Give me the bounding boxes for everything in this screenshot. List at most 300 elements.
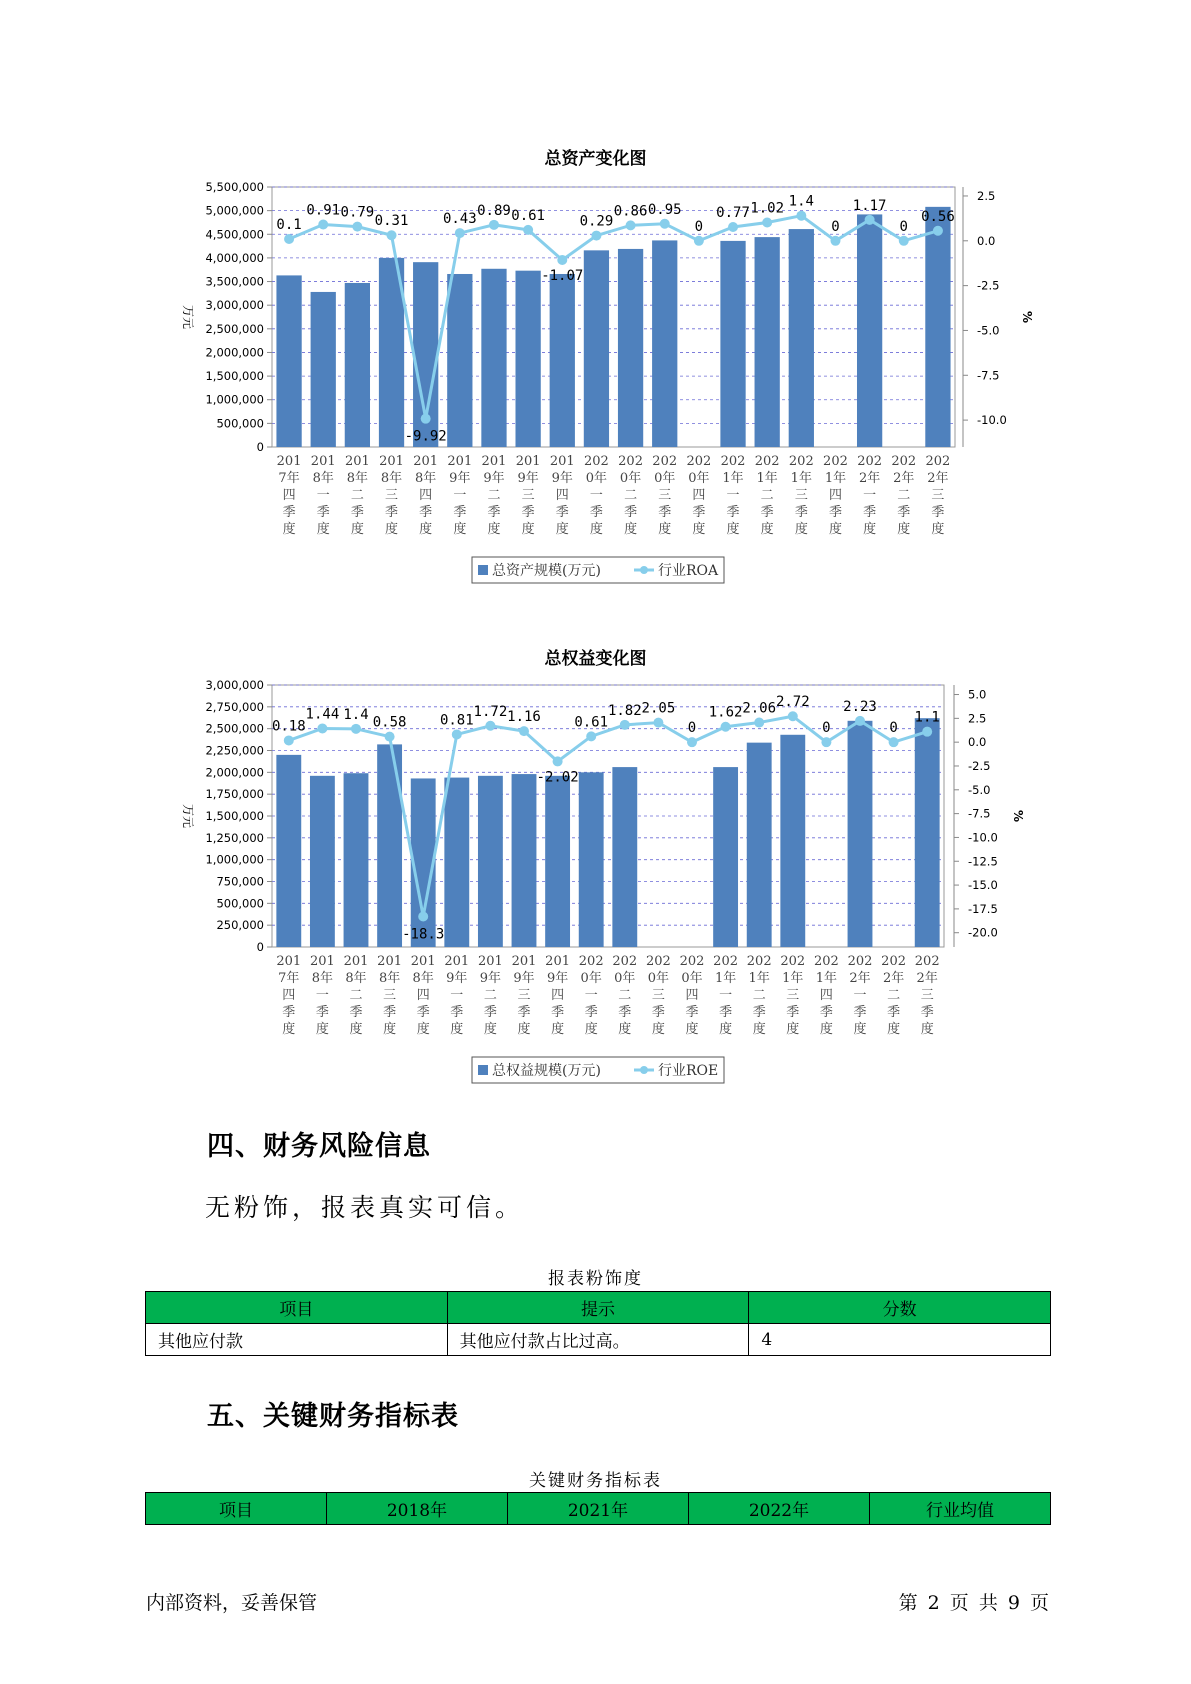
line-point	[318, 219, 328, 229]
legend-line-label: 行业ROA	[658, 563, 719, 579]
x-tick-label	[747, 954, 772, 1037]
y2-tick-label: -2.5	[977, 278, 1000, 293]
x-tick-line: 1年	[782, 971, 804, 986]
y-tick-label: 2,500,000	[205, 721, 264, 736]
x-tick-line: 度	[618, 1022, 632, 1037]
y2-tick-label: 5.0	[968, 687, 987, 702]
x-tick-line: 1年	[722, 471, 744, 486]
data-label: 0.18	[271, 718, 306, 735]
data-label: 1.4	[788, 193, 814, 210]
x-tick-line: 季	[589, 505, 603, 520]
data-label: -1.07	[541, 267, 584, 284]
data-label: 0.81	[439, 712, 474, 729]
x-tick-line: 202	[713, 954, 739, 969]
x-tick-line: 0年	[654, 471, 676, 486]
y-tick-label: 2,000,000	[205, 765, 264, 780]
y-tick-label: 2,000,000	[205, 345, 264, 360]
y2-tick-label: -10.0	[968, 830, 998, 845]
chart-title: 总权益变化图	[544, 649, 647, 669]
x-tick-line: 一	[316, 488, 330, 503]
x-tick-line: 8年	[346, 471, 369, 486]
x-tick-line: 三	[517, 988, 531, 1003]
x-tick-line: 2年	[849, 971, 871, 986]
y2-tick-label: 2.5	[977, 188, 996, 203]
line-point	[762, 218, 772, 228]
x-tick-line: 度	[555, 522, 569, 537]
table-header-cell: 提示	[447, 1292, 749, 1324]
bar	[512, 774, 537, 947]
data-label: 0.56	[921, 208, 955, 225]
table-cell: 其他应付款占比过高。	[447, 1324, 749, 1356]
bar	[747, 743, 772, 947]
table-cell: 其他应付款	[146, 1324, 448, 1356]
x-tick-label	[377, 954, 402, 1037]
line-point	[455, 228, 465, 238]
x-tick-line: 1年	[756, 471, 778, 486]
table-caption: 关键财务指标表	[529, 1471, 662, 1491]
x-tick-line: 一	[584, 988, 598, 1003]
x-tick-line: 8年	[311, 971, 334, 986]
data-label: 1.16	[507, 709, 541, 726]
x-tick-line: 9年	[513, 971, 535, 986]
x-tick-line: 度	[760, 522, 774, 537]
x-tick-line: 三	[521, 488, 535, 503]
x-tick-line: 202	[891, 454, 917, 469]
x-tick-line: 二	[887, 988, 901, 1003]
line-point	[284, 234, 294, 244]
table-cell: 4	[749, 1324, 1051, 1356]
line-point	[694, 236, 704, 246]
y-tick-label: 500,000	[216, 416, 264, 431]
x-tick-line: 二	[487, 488, 501, 503]
x-tick-line: 1年	[790, 471, 812, 486]
y-axis-unit: 万元	[181, 803, 195, 829]
x-tick-label	[618, 454, 643, 537]
table-row	[146, 1324, 1051, 1356]
x-tick-label	[545, 954, 570, 1037]
x-tick-line: 度	[589, 522, 603, 537]
x-tick-label	[780, 954, 805, 1037]
line-point	[754, 718, 764, 728]
table-header-cell: 项目	[146, 1292, 448, 1324]
x-tick-line: 三	[651, 988, 665, 1003]
x-tick-line: 季	[487, 505, 501, 520]
y2-tick-label: -12.5	[968, 854, 998, 869]
x-tick-label	[345, 454, 370, 537]
data-label: -9.92	[404, 428, 447, 445]
x-tick-line: 7年	[278, 971, 300, 986]
bar	[276, 755, 301, 947]
x-tick-line: 三	[383, 988, 397, 1003]
y-tick-label: 2,750,000	[205, 699, 264, 714]
x-tick-line: 度	[651, 1022, 665, 1037]
y-tick-label: 2,250,000	[205, 743, 264, 758]
line-point	[586, 731, 596, 741]
x-tick-line: 一	[589, 488, 603, 503]
x-tick-line: 季	[752, 1005, 766, 1020]
total-assets-chart	[0, 175, 1191, 615]
x-tick-line: 季	[828, 505, 842, 520]
x-tick-label	[891, 454, 916, 537]
x-tick-line: 季	[920, 1005, 934, 1020]
line-point	[519, 726, 529, 736]
y2-tick-label: -15.0	[968, 878, 998, 893]
x-tick-line: 季	[819, 1005, 833, 1020]
x-tick-label	[848, 954, 873, 1037]
data-label: 0.86	[613, 203, 648, 220]
x-tick-line: 201	[410, 954, 436, 969]
x-tick-line: 二	[350, 488, 364, 503]
x-tick-line: 8年	[415, 471, 437, 486]
x-tick-line: 二	[752, 988, 766, 1003]
x-tick-line: 季	[349, 1005, 363, 1020]
total-equity-chart	[0, 675, 1191, 1115]
x-tick-line: 度	[819, 1022, 833, 1037]
y2-tick-label: -7.5	[968, 806, 991, 821]
line-point	[855, 716, 865, 726]
table-header-row	[146, 1493, 1051, 1525]
x-tick-line: 四	[416, 988, 430, 1003]
y2-tick-label: 0.0	[968, 735, 987, 750]
x-tick-line: 季	[282, 505, 296, 520]
x-tick-label	[478, 954, 503, 1037]
x-tick-line: 一	[853, 988, 867, 1003]
x-tick-line: 201	[310, 454, 336, 469]
line-point	[553, 756, 563, 766]
x-tick-line: 1年	[748, 971, 770, 986]
x-tick-line: 202	[618, 454, 643, 469]
line-point	[489, 220, 499, 230]
x-tick-label	[444, 954, 469, 1037]
data-label: 0.29	[579, 213, 614, 230]
bar	[478, 776, 503, 947]
bar	[310, 776, 335, 947]
x-tick-line: 202	[720, 454, 746, 469]
x-tick-line: 度	[483, 1022, 497, 1037]
x-tick-line: 2年	[893, 471, 915, 486]
x-tick-line: 9年	[517, 471, 539, 486]
x-tick-line: 度	[897, 522, 911, 537]
x-tick-line: 2年	[858, 471, 881, 486]
data-label: 0.95	[647, 201, 682, 218]
x-tick-line: 2年	[882, 971, 905, 986]
data-label: 1.44	[305, 706, 340, 723]
x-tick-label	[413, 454, 438, 537]
x-tick-line: 三	[385, 488, 399, 503]
data-label: 0	[687, 720, 697, 737]
y2-tick-label: -10.0	[977, 413, 1007, 428]
data-label: 0	[694, 218, 704, 235]
x-tick-line: 季	[385, 505, 399, 520]
table-header-cell: 2022年	[689, 1493, 870, 1525]
bar	[444, 778, 469, 947]
x-tick-line: 2年	[916, 971, 938, 986]
legend-bar-swatch	[478, 1065, 488, 1075]
x-tick-line: 201	[481, 454, 507, 469]
x-tick-line: 度	[658, 522, 672, 537]
y2-tick-label: 0.0	[977, 233, 996, 248]
x-tick-line: 季	[931, 505, 945, 520]
x-tick-line: 7年	[278, 471, 300, 486]
x-tick-line: 度	[752, 1022, 766, 1037]
data-label: 0.58	[372, 714, 407, 731]
y2-tick-label: 2.5	[968, 711, 987, 726]
bar	[481, 269, 506, 447]
x-tick-line: 202	[823, 454, 848, 469]
section-body-text: 无粉饰，报表真实可信。	[205, 1193, 525, 1222]
x-tick-line: 三	[658, 488, 672, 503]
y-tick-label: 500,000	[216, 896, 264, 911]
x-tick-line: 1年	[815, 971, 838, 986]
line-point	[721, 722, 731, 732]
y-tick-label: 4,500,000	[205, 227, 264, 242]
line-point	[687, 737, 697, 747]
x-tick-line: 四	[828, 488, 842, 503]
x-tick-line: 1年	[714, 971, 737, 986]
y-tick-label: 0	[256, 440, 264, 454]
x-tick-line: 三	[920, 988, 934, 1003]
x-tick-line: 8年	[380, 471, 403, 486]
y2-tick-label: -17.5	[968, 901, 998, 916]
x-tick-line: 201	[413, 454, 439, 469]
x-tick-line: 0年	[614, 971, 636, 986]
x-tick-line: 三	[931, 488, 945, 503]
line-point	[626, 220, 636, 230]
x-tick-line: 度	[794, 522, 808, 537]
y-tick-label: 1,250,000	[205, 830, 264, 845]
x-tick-line: 201	[377, 954, 403, 969]
y-tick-label: 1,000,000	[205, 852, 264, 867]
x-tick-label	[276, 954, 301, 1037]
x-tick-label	[584, 454, 609, 537]
x-tick-line: 度	[416, 1022, 430, 1037]
x-tick-line: 202	[612, 954, 638, 969]
data-label: 0.77	[716, 204, 750, 221]
x-tick-line: 202	[754, 454, 780, 469]
x-tick-line: 季	[316, 505, 330, 520]
x-tick-line: 201	[477, 954, 503, 969]
y-tick-label: 750,000	[216, 874, 264, 889]
table-header-cell: 项目	[146, 1493, 327, 1525]
x-tick-line: 度	[726, 522, 740, 537]
line-point	[865, 215, 875, 225]
x-tick-label	[713, 954, 738, 1037]
bar	[618, 249, 643, 447]
bar	[780, 735, 805, 947]
bar	[377, 744, 402, 947]
line-point	[485, 721, 495, 731]
data-label: 2.06	[742, 700, 777, 717]
x-tick-label	[789, 454, 814, 537]
x-tick-line: 0年	[580, 971, 602, 986]
data-label: 0	[889, 720, 898, 737]
data-label: -18.3	[402, 926, 445, 943]
x-tick-line: 一	[863, 488, 877, 503]
x-tick-line: 度	[685, 1022, 699, 1037]
line-point	[421, 414, 431, 424]
x-tick-line: 201	[444, 954, 470, 969]
x-tick-line: 201	[545, 954, 571, 969]
x-tick-line: 9年	[449, 471, 471, 486]
x-tick-line: 四	[419, 488, 433, 503]
x-tick-line: 度	[450, 1022, 464, 1037]
legend	[472, 1057, 724, 1083]
y2-tick-label: -20.0	[968, 925, 998, 940]
x-tick-line: 度	[385, 522, 399, 537]
x-tick-line: 9年	[479, 971, 502, 986]
x-tick-label	[311, 454, 336, 537]
x-tick-line: 202	[652, 454, 678, 469]
line-point	[351, 724, 361, 734]
bar	[345, 283, 370, 447]
x-tick-line: 二	[349, 988, 363, 1003]
x-tick-line: 季	[658, 505, 672, 520]
y-tick-label: 5,500,000	[205, 180, 264, 194]
x-tick-label	[579, 954, 604, 1037]
x-tick-label	[680, 954, 705, 1037]
y-tick-label: 2,500,000	[205, 321, 264, 336]
data-label: 1.72	[473, 703, 508, 720]
x-tick-label	[379, 454, 404, 537]
y-tick-label: 1,000,000	[205, 392, 264, 407]
x-tick-line: 度	[517, 1022, 531, 1037]
legend-bar-label: 总权益规模(万元)	[492, 1063, 601, 1079]
x-tick-line: 8年	[378, 971, 401, 986]
bar	[515, 271, 540, 447]
x-tick-line: 季	[584, 1005, 598, 1020]
x-tick-line: 季	[726, 505, 740, 520]
x-tick-line: 202	[881, 954, 907, 969]
x-tick-line: 季	[453, 505, 467, 520]
x-tick-line: 一	[453, 488, 467, 503]
y-tick-label: 3,500,000	[205, 274, 264, 289]
line-point	[889, 737, 899, 747]
x-tick-label	[926, 454, 951, 537]
data-label: 1.02	[750, 200, 785, 217]
x-tick-label	[686, 454, 711, 537]
x-tick-line: 201	[276, 954, 302, 969]
x-tick-line: 201	[343, 954, 369, 969]
x-tick-line: 季	[483, 1005, 497, 1020]
x-tick-line: 季	[517, 1005, 531, 1020]
x-tick-line: 度	[453, 522, 467, 537]
y-tick-label: 3,000,000	[205, 298, 264, 313]
x-tick-line: 度	[692, 522, 706, 537]
x-tick-label	[612, 954, 637, 1037]
y2-tick-label: -5.0	[968, 782, 991, 797]
x-tick-line: 202	[578, 954, 604, 969]
x-tick-line: 度	[521, 522, 535, 537]
x-tick-line: 二	[618, 988, 632, 1003]
line-point	[728, 222, 738, 232]
line-point	[317, 723, 327, 733]
x-tick-line: 0年	[688, 471, 710, 486]
x-tick-line: 0年	[619, 471, 642, 486]
x-tick-line: 季	[692, 505, 706, 520]
x-tick-line: 季	[350, 505, 364, 520]
x-tick-line: 三	[794, 488, 808, 503]
data-label: 0.1	[276, 217, 302, 233]
table-header-cell: 行业均值	[870, 1493, 1051, 1525]
bar	[789, 229, 814, 447]
line-point	[660, 219, 670, 229]
x-tick-line: 0年	[681, 971, 703, 986]
x-tick-line: 季	[450, 1005, 464, 1020]
line-point	[653, 718, 663, 728]
line-point	[591, 231, 601, 241]
line-point	[821, 737, 831, 747]
x-tick-line: 201	[379, 454, 404, 469]
x-tick-line: 202	[914, 954, 940, 969]
table-caption: 报表粉饰度	[548, 1269, 643, 1289]
x-tick-label	[881, 954, 906, 1037]
x-tick-label	[550, 454, 575, 537]
x-tick-line: 季	[521, 505, 535, 520]
line-point	[922, 727, 932, 737]
y-tick-label: 3,000,000	[205, 678, 264, 692]
x-tick-line: 季	[897, 505, 911, 520]
y2-axis-unit: %	[1011, 809, 1025, 823]
x-tick-line: 四	[685, 988, 699, 1003]
x-tick-line: 季	[315, 1005, 329, 1020]
y-tick-label: 1,500,000	[205, 369, 264, 384]
y-tick-label: 250,000	[216, 918, 264, 933]
footer-page-number: 第 2 页 共 9 页	[898, 1592, 1051, 1614]
x-tick-line: 202	[847, 954, 873, 969]
x-tick-line: 一	[726, 488, 740, 503]
x-tick-line: 202	[686, 454, 712, 469]
x-tick-line: 四	[282, 488, 296, 503]
x-tick-line: 四	[282, 988, 296, 1003]
table-header-cell: 2018年	[327, 1493, 508, 1525]
bar	[857, 214, 882, 447]
x-tick-line: 四	[551, 988, 565, 1003]
x-tick-line: 8年	[412, 971, 434, 986]
x-tick-line: 度	[887, 1022, 901, 1037]
x-tick-line: 201	[549, 454, 575, 469]
data-label: 0.91	[306, 202, 341, 219]
x-tick-line: 一	[450, 988, 464, 1003]
x-tick-line: 8年	[312, 471, 334, 486]
x-tick-line: 季	[685, 1005, 699, 1020]
legend-line-marker	[640, 1066, 648, 1074]
x-tick-label	[721, 454, 746, 537]
line-point	[830, 236, 840, 246]
x-tick-line: 度	[551, 1022, 565, 1037]
legend-line-label: 行业ROE	[658, 1063, 719, 1079]
bar	[755, 237, 780, 447]
x-tick-line: 度	[419, 522, 433, 537]
x-tick-line: 度	[920, 1022, 934, 1037]
x-tick-line: 0年	[647, 971, 670, 986]
x-tick-line: 季	[786, 1005, 800, 1020]
line-point	[284, 735, 294, 745]
table-header-cell: 分数	[749, 1292, 1051, 1324]
x-tick-line: 季	[618, 1005, 632, 1020]
x-tick-line: 度	[863, 522, 877, 537]
bar	[652, 240, 677, 447]
x-tick-label	[411, 954, 436, 1037]
table-header-row	[146, 1292, 1051, 1324]
x-tick-line: 1年	[824, 471, 847, 486]
data-label: 0.89	[477, 202, 511, 219]
bar	[579, 772, 604, 947]
x-tick-label	[344, 954, 369, 1037]
data-label: 0.79	[340, 204, 375, 221]
x-tick-label	[652, 454, 677, 537]
line-point	[796, 211, 806, 221]
line-point	[933, 226, 943, 236]
